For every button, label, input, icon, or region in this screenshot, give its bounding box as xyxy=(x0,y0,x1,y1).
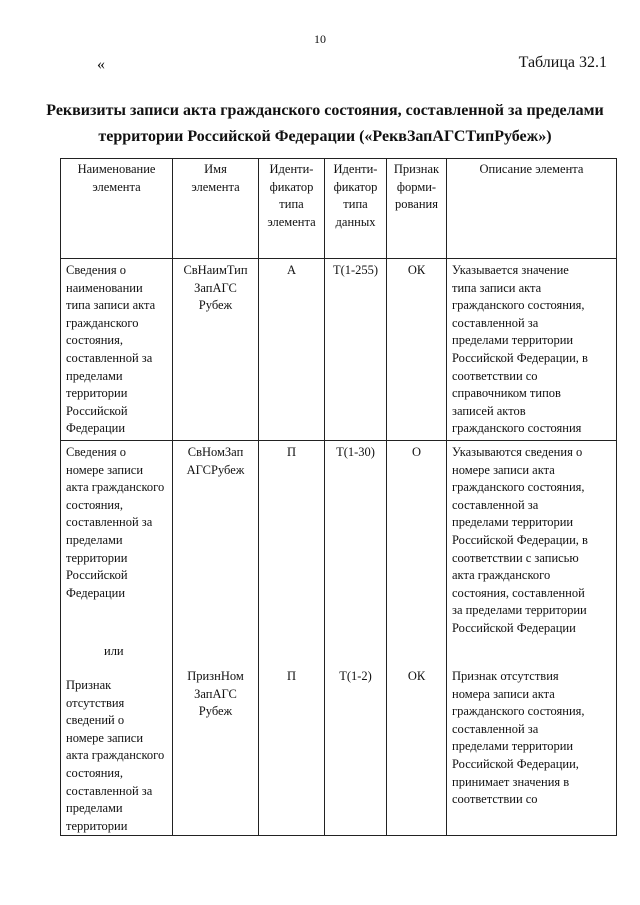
header-description: Описание элемента xyxy=(447,159,617,259)
cell-description: Указывается значение типа записи акта гражданского состояния, составленной за пределами территории Российской Федерации, в соответствии со справочником типов записей актов гражданского состояния xyxy=(447,259,617,441)
cell-element-type xyxy=(259,441,325,836)
element-id-option-2: ПризнНом ЗапАГС Рубеж xyxy=(187,669,244,719)
description-option-2: Признак отсутствия номера записи акта гражданского состояния, составленной за пределами территории Российской Федерации, принимает значения в соответствии со xyxy=(452,669,585,807)
header-element-id: Имя элемента xyxy=(173,159,259,259)
cell-element-id: СвНаимТип ЗапАГС Рубеж xyxy=(173,259,259,441)
title-line-1: Реквизиты записи акта гражданского состояния, составленной за пределами xyxy=(46,102,604,119)
cell-data-type: T(1-255) xyxy=(325,259,387,441)
cell-element-name xyxy=(61,441,173,836)
header-element-type: Иденти- фикатор типа элемента xyxy=(259,159,325,259)
cell-formation-flag: ОК xyxy=(387,259,447,441)
header-element-name: Наименование элемента xyxy=(61,159,173,259)
cell-description xyxy=(447,441,617,836)
cell-data-type xyxy=(325,441,387,836)
element-id-option-1: СвНомЗап АГСРубеж xyxy=(186,445,245,477)
or-separator: или xyxy=(104,644,124,659)
title-line-2: территории Российской Федерации («РеквЗапАГСТипРубеж») xyxy=(98,128,552,145)
header-data-type: Иденти- фикатор типа данных xyxy=(325,159,387,259)
element-name-option-1: Сведения о номере записи акта гражданского состояния, составленной за пределами территории Российской Федерации xyxy=(66,445,165,600)
formation-flag-option-1: О xyxy=(411,445,422,459)
element-name-option-2: Признак отсутствия сведений о номере записи акта гражданского состояния, составленной за пределами территории xyxy=(66,677,165,833)
table-label: Таблица 32.1 xyxy=(518,54,607,71)
data-type-option-2: T(1-2) xyxy=(339,669,372,683)
opening-quote-mark: « xyxy=(97,56,105,73)
requisites-table xyxy=(60,158,617,836)
header-formation-flag: Признак форми- рования xyxy=(387,159,447,259)
table-header-row xyxy=(61,159,617,259)
cell-element-id xyxy=(173,441,259,836)
description-option-1: Указываются сведения о номере записи акта гражданского состояния, составленной за пределами территории Российской Федерации, в соответствии с записью акта гражданского состояния, составленной за пределами территории Российской Федерации xyxy=(452,445,588,635)
formation-flag-option-2: ОК xyxy=(407,669,426,683)
table-row xyxy=(61,259,617,441)
element-type-option-2: П xyxy=(286,669,297,683)
cell-formation-flag xyxy=(387,441,447,836)
cell-element-name: Сведения о наименовании типа записи акта гражданского состояния, составленной за пределами территории Российской Федерации xyxy=(61,259,173,441)
table-row xyxy=(61,441,617,836)
data-type-option-1: T(1-30) xyxy=(336,445,375,459)
page-number: 10 xyxy=(314,32,326,46)
document-title xyxy=(40,98,610,150)
element-type-option-1: П xyxy=(286,445,297,459)
cell-element-type: А xyxy=(259,259,325,441)
